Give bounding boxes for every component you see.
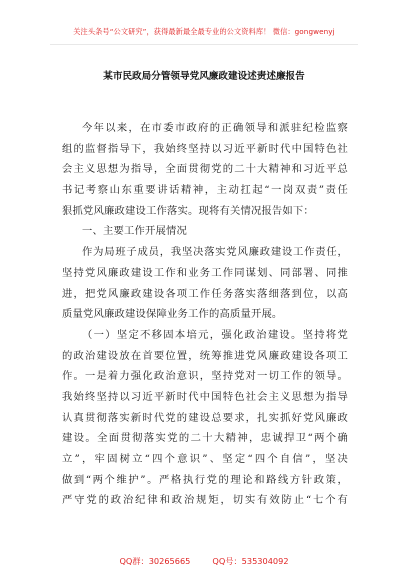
body-line: 狠抓党风廉政建设工作落实。现将有关情况报告如下： — [62, 204, 314, 217]
body-line: （一）坚定不移固本培元，强化政治建设。坚持将党 — [82, 328, 348, 341]
body-line: 作。一是着力强化政治意识，坚持党对一切工作的领导。 — [62, 370, 348, 383]
body-line: 严守党的政治纪律和政治规矩，切实有效防止“七个有 — [62, 494, 348, 507]
body-line: 建设。全面贯彻落实党的二十大精神，忠诚捍卫“两个确 — [62, 432, 348, 445]
body-line: 我始终坚持以习近平新时代中国特色社会主义思想为指导 — [62, 390, 348, 403]
body-line: 做到“两个维护”。严格执行党的理论和路线方针政策， — [62, 473, 348, 486]
body-line: 会主义思想为指导，全面贯彻党的二十大精神和习近平总 — [62, 163, 348, 176]
footer-qq-number: QQ号：535304092 — [212, 556, 289, 566]
body-line: 今年以来，在市委市政府的正确领导和派驻纪检监察 — [82, 122, 348, 134]
body-line: 立”，牢固树立“四个意识”、坚定“四个自信”，坚决 — [62, 453, 348, 465]
body-line: 质量党风廉政建设保障业务工作的高质量开展。 — [62, 308, 283, 321]
header-divider — [50, 44, 358, 45]
body-line: 坚持党风廉政建设工作和业务工作同谋划、同部署、同推 — [62, 266, 348, 279]
body-line: 一、主要工作开展情况 — [82, 225, 187, 238]
header-banner: 关注头条号“公文研究”，获得最新最全最专业的公文资料库！ 微信：gongwenyj — [73, 27, 335, 36]
body-line: 组的监督指导下，我始终坚持以习近平新时代中国特色社 — [62, 142, 348, 155]
footer-qq-group: QQ群：30265665 — [119, 556, 191, 566]
body-line: 进，把党风廉政建设各项工作任务落实落细落到位，以高 — [62, 287, 348, 300]
body-line: 作为局班子成员，我坚决落实党风廉政建设工作责任， — [82, 246, 348, 259]
body-line: 书记考察山东重要讲话精神，主动扛起“一岗双责”责任 — [62, 184, 348, 197]
document-title: 某市民政局分管领导党风廉政建设述责述廉报告 — [103, 71, 305, 82]
document-body — [62, 118, 348, 511]
footer-contact — [0, 556, 408, 567]
body-line: 的政治建设放在首要位置，统筹推进党风廉政建设各项工 — [62, 349, 348, 362]
body-line: 认真贯彻落实新时代党的建设总要求，扎实抓好党风廉政 — [62, 411, 348, 424]
